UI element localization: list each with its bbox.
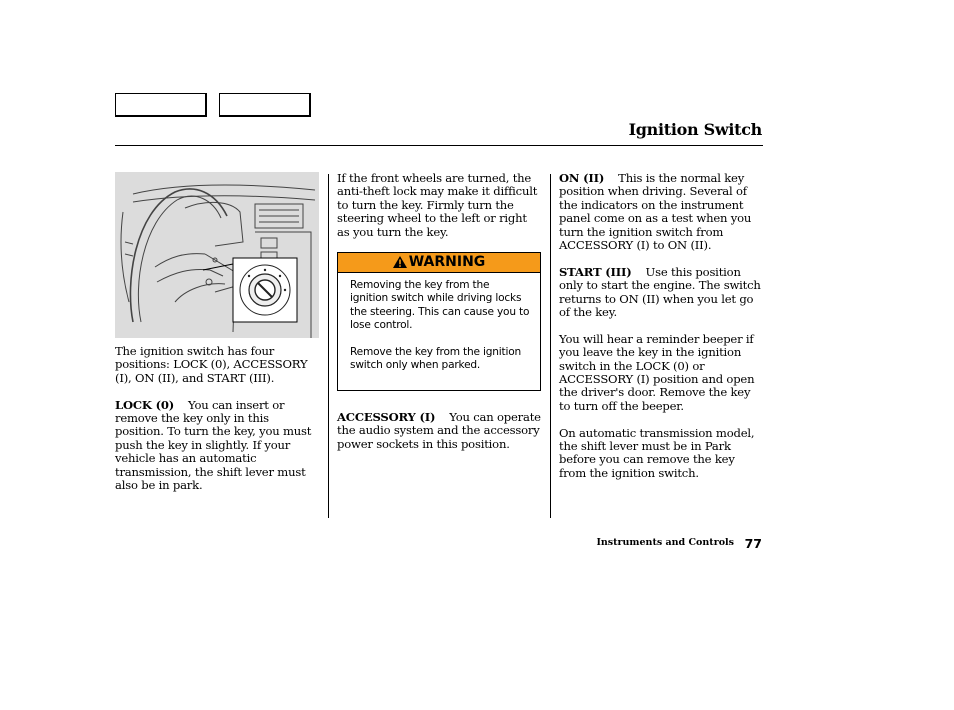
anti-theft-text: If the front wheels are turned, the anti-theft lock may make it difficult to turn the key. Firmly turn the steering wheel to the left or right as you turn the key. [337, 171, 538, 239]
warning-text-2: Remove the key from the ignition switch only when parked. [350, 346, 522, 372]
on-term: ON (II) [559, 171, 605, 185]
column-middle-lower [337, 411, 541, 465]
intro-text: The ignition switch has four positions: LOCK (0), ACCESSORY (I), ON (II), and START (III). [115, 344, 308, 385]
column-divider-1 [328, 174, 329, 518]
warning-content [338, 273, 540, 373]
accessory-paragraph [337, 411, 541, 451]
ignition-key-cylinder-icon [240, 265, 290, 315]
page-title: Ignition Switch [628, 120, 762, 139]
warning-box [337, 252, 541, 391]
accessory-term: ACCESSORY (I) [337, 410, 436, 424]
warning-text-1: Removing the key from the ignition switch while driving locks the steering. This can cause you to lose control. [350, 279, 530, 332]
title-rule [115, 145, 763, 146]
dashboard-drawing [115, 172, 319, 338]
automatic-text: On automatic transmission model, the shift lever must be in Park before you can remove the key from the ignition switch. [559, 425, 755, 480]
start-text: Use this position only to start the engine. The switch returns to ON (II) when you let go of the key. [559, 264, 761, 320]
warning-header [338, 253, 540, 273]
start-term: START (III) [559, 264, 632, 279]
on-paragraph [559, 172, 763, 252]
warning-label: WARNING [408, 254, 486, 270]
lock-text: You can insert or remove the key only in this position. To turn the key, you must push the key in slightly. If your vehicle has an automatic transmission, the shift lever must also be in park. [115, 397, 312, 493]
nav-button-contents[interactable] [115, 93, 207, 117]
on-text: This is the normal key position when driving. Several of the indicators on the instrument panel come on as a test when you turn the ignition switch from ACCESSORY (I) to ON (II). [559, 171, 752, 253]
lock-term: LOCK (0) [115, 397, 175, 412]
beeper-text: You will hear a reminder beeper if you leave the key in the ignition switch in the LOCK (0) or ACCESSORY (I) position and open the driver's door. Remove the key to turn off the beeper. [559, 331, 755, 413]
column-middle [337, 172, 541, 252]
footer-section: Instruments and Controls [596, 537, 734, 548]
page-number: 77 [744, 536, 762, 551]
lock-paragraph [115, 399, 319, 493]
accessory-text: You can operate the audio system and the accessory power sockets in this position. [337, 410, 541, 451]
warning-triangle-icon [393, 256, 407, 268]
column-right [559, 172, 763, 494]
start-paragraph [559, 266, 763, 320]
column-left [115, 345, 319, 506]
nav-button-index[interactable] [219, 93, 311, 117]
ignition-switch-illustration [115, 172, 319, 338]
column-divider-2 [550, 174, 551, 518]
